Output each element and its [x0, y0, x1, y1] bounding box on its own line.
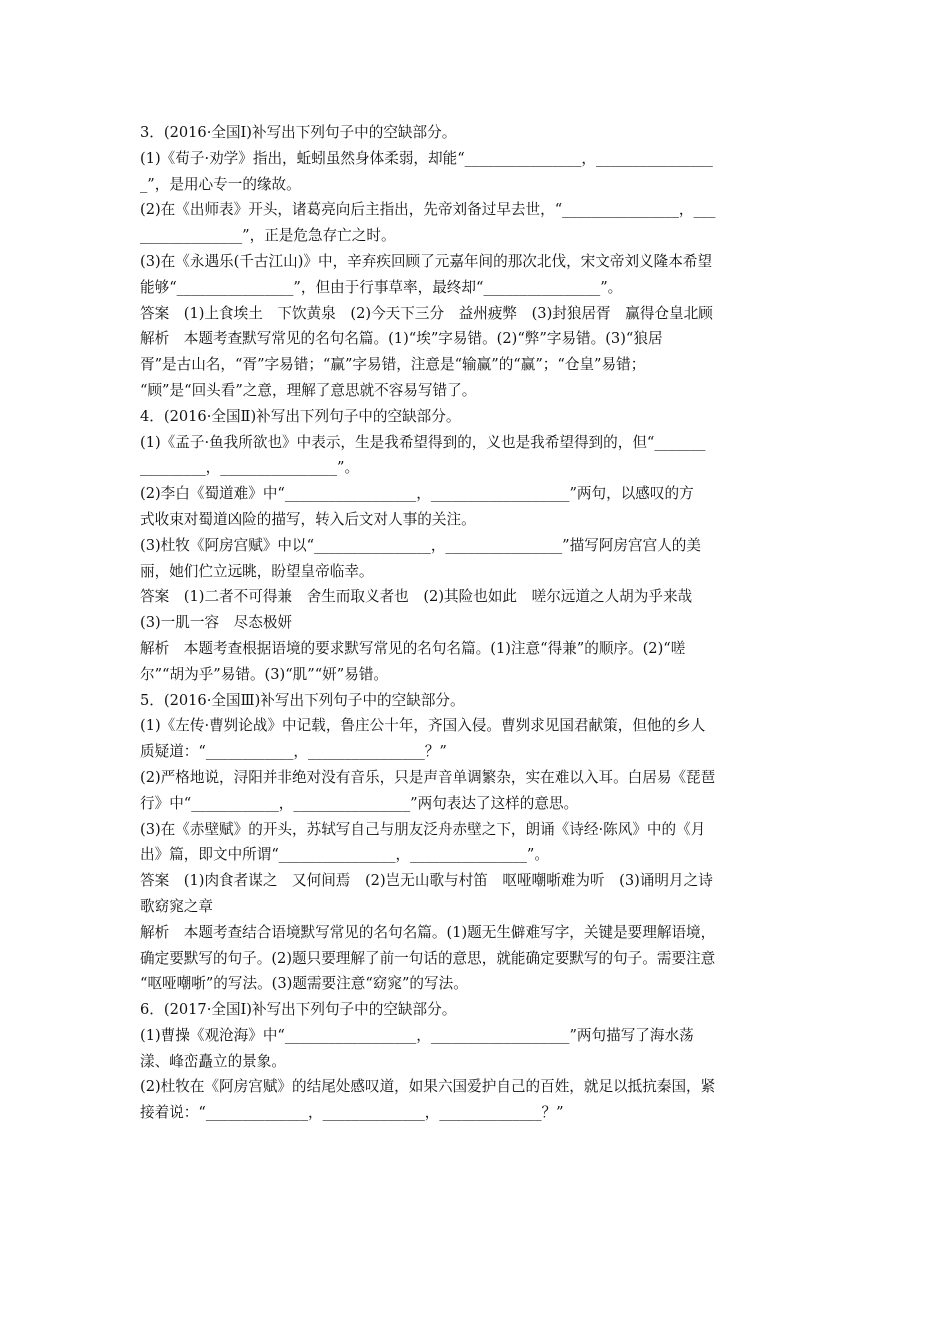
- text-line: (1)《左传·曹刿论战》中记载，鲁庄公十年，齐国入侵。曹刿求见国君献策，但他的乡人: [140, 717, 706, 735]
- text-line: 质疑道：“____________，________________？”: [140, 743, 447, 761]
- text-line: (2)杜牧在《阿房宫赋》的结尾处感叹道，如果六国爱护自己的百姓，就足以抵抗秦国，紧: [140, 1078, 716, 1096]
- text-line: 胥”是古山名，“胥”字易错；“赢”字易错，注意是“输赢”的“赢”；“仓皇”易错；: [140, 356, 646, 374]
- text-line: 丽，她们伫立远眺，盼望皇帝临幸。: [140, 562, 374, 580]
- text-line: (1)曹操《观沧海》中“__________________，___________________”两句描写了海水荡: [140, 1026, 694, 1044]
- text-line: 答案 (1)上食埃土 下饮黄泉 (2)今天下三分 益州疲弊 (3)封狼居胥 赢得仓皇北顾: [140, 304, 713, 322]
- text-line: 解析 本题考查默写常见的名句名篇。(1)“埃”字易错。(2)“弊”字易错。(3)“狼居: [140, 330, 663, 348]
- text-line: 行》中“____________，________________”两句表达了这样的意思。: [140, 794, 579, 812]
- text-line: 3．(2016·全国Ⅰ)补写出下列句子中的空缺部分。: [140, 124, 457, 141]
- text-line: (3)在《永遇乐(千古江山)》中，辛弃疾回顾了元嘉年间的那次北伐，宋文帝刘义隆本希望: [140, 252, 713, 270]
- text-line: 4．(2016·全国Ⅱ)补写出下列句子中的空缺部分。: [140, 407, 461, 425]
- document-page: [140, 120, 810, 1126]
- text-line: 答案 (1)二者不可得兼 舍生而取义者也 (2)其险也如此 嗟尔远道之人胡为乎来哉: [140, 588, 693, 606]
- text-line: (2)李白《蜀道难》中“__________________，___________________”两句，以感叹的方: [140, 485, 694, 503]
- text-line: 5．(2016·全国Ⅲ)补写出下列句子中的空缺部分。: [140, 691, 465, 709]
- text-line: ______________”，正是危急存亡之时。: [140, 227, 396, 245]
- text-line: 尔”“胡为乎”易错。(3)“肌”“妍”易错。: [140, 665, 389, 683]
- text-line: “呕哑嘲哳”的写法。(3)题需要注意“窈窕”的写法。: [140, 975, 468, 993]
- text-line: (2)在《出师表》开头，诸葛亮向后主指出，先帝刘备过早去世，“________________，___: [140, 201, 716, 219]
- text-line: “顾”是“回头看”之意，理解了意思就不容易写错了。: [140, 381, 477, 399]
- text-line: (3)在《赤壁赋》的开头，苏轼写自己与朋友泛舟赤壁之下，朗诵《诗经·陈风》中的《月: [140, 820, 706, 838]
- text-line: (3)杜牧《阿房宫赋》中以“________________，________________”描写阿房宫宫人的美: [140, 536, 701, 554]
- text-line: (3)一肌一容 尽态极妍: [140, 614, 293, 632]
- text-line: 漾、峰峦矗立的景象。: [140, 1052, 286, 1070]
- text-line: 答案 (1)肉食者谋之 又何间焉 (2)岂无山歌与村笛 呕哑嘲哳难为听 (3)诵明月之诗: [140, 872, 713, 890]
- text-line: _________，________________”。: [140, 459, 360, 477]
- text-line: 确定要默写的句子。(2)题只要理解了前一句话的意思，就能确定要默写的句子。需要注意: [140, 949, 716, 967]
- text-line: 接着说：“______________，______________，______________？”: [140, 1104, 564, 1122]
- text-line: 出》篇，即文中所谓“________________，________________”。: [140, 846, 549, 864]
- text-line: 解析 本题考查结合语境默写常见的名句名篇。(1)题无生僻难写字，关键是要理解语境，: [140, 923, 716, 941]
- text-line: (1)《孟子·鱼我所欲也》中表示，生是我希望得到的，义也是我希望得到的，但“_______: [140, 433, 706, 451]
- text-line: 6．(2017·全国Ⅰ)补写出下列句子中的空缺部分。: [140, 1001, 457, 1019]
- text-line: 解析 本题考查根据语境的要求默写常见的名句名篇。(1)注意“得兼”的顺序。(2)“嗟: [140, 639, 686, 657]
- text-line: 能够“________________”，但由于行事草率，最终却“________________”。: [140, 278, 623, 296]
- text-line: 歌窈窕之章: [140, 897, 213, 915]
- text-line: _”，是用心专一的缘故。: [140, 175, 301, 193]
- text-line: (1)《荀子·劝学》指出，蚯蚓虽然身体柔弱，却能“________________，________________: [140, 149, 713, 167]
- text-line: (2)严格地说，浔阳并非绝对没有音乐，只是声音单调繁杂，实在难以入耳。白居易《琵琶: [140, 768, 716, 786]
- text-line: 式收束对蜀道凶险的描写，转入后文对人事的关注。: [140, 510, 476, 528]
